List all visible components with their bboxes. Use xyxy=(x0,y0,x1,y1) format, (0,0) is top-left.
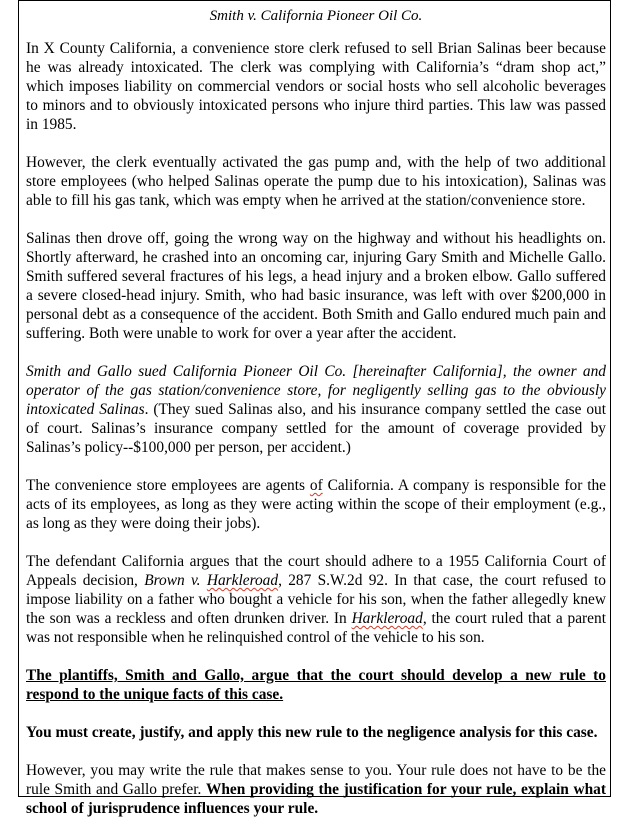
spellcheck-word-of: of xyxy=(309,477,323,494)
paragraph-plaintiffs-argument: The plantiffs, Smith and Gallo, argue that the court should develop a new rule to respond to the unique facts of this case. xyxy=(26,667,606,703)
case-name-harkleroad-2: Harkleroad xyxy=(351,610,423,627)
defendant-text-a: The defendant California argues that the court should adhere to a 1955 California Court of Appeals decision, xyxy=(26,553,606,589)
guidance-bold-text: When providing the justification for your rule, explain what school of jurisprudence influences your rule. xyxy=(26,781,606,817)
guidance-text: However, you may write the rule that makes sense to you. Your rule does not have to be the rule Smith and Gallo prefer. xyxy=(26,762,606,798)
case-name-brown: Brown v. xyxy=(144,572,207,589)
paragraph-instruction: You must create, justify, and apply this new rule to the negligence analysis for this case. xyxy=(26,724,598,741)
lawsuit-italic-text: Smith and Gallo sued California Pioneer Oil Co. [hereinafter California], the owner and operator of the gas station/convenience store, for negligently selling gas to the obviously intoxicated Salinas xyxy=(26,363,606,418)
defendant-text-b: , 287 S.W.2d 92. In that case, the court refused to impose liability on a father who bought a vehicle for his son, when the father allegedly knew the son was a reckless and often drunken driver. In xyxy=(26,572,607,627)
paragraph-defendant-argument xyxy=(26,552,606,647)
document-page xyxy=(18,0,611,817)
document-title: Smith v. California Pioneer Oil Co. xyxy=(209,8,423,24)
paragraph-facts-intro: In X County California, a convenience store clerk refused to sell Brian Salinas beer because he was already intoxicated. The clerk was complying with California’s “dram shop act,” which imposes liability on commercial vendors or social hosts who sell alcoholic beverages to minors and to obviously intoxicated persons who injure third parties. This law was passed in 1985. xyxy=(26,40,606,133)
paragraph-accident: Salinas then drove off, going the wrong way on the highway and without his headlights on. Shortly afterward, he crashed into an oncoming car, injuring Gary Smith and Michelle Gallo. Smith suffered several fractures of his legs, a head injury and a broken elbow. Gallo suffered a severe closed-head injury. Smith, who had basic insurance, was left with over $200,000 in personal debt as a consequence of the accident. Both Smith and Gallo endured much pain and suffering. Both were unable to work for over a year after the accident. xyxy=(26,230,606,342)
paragraph-rule-guidance xyxy=(26,761,606,818)
paragraph-lawsuit xyxy=(26,362,606,457)
agency-text-a: The convenience store employees are agents xyxy=(26,477,310,494)
case-name-harkleroad: Harkleroad xyxy=(206,572,279,589)
paragraph-agency xyxy=(26,476,606,533)
agency-text-b: California. A company is responsible for the acts of its employees, as long as they were acting within the scope of their employment (e.g., as long as they were doing their jobs). xyxy=(26,477,606,532)
paragraph-gas-pump: However, the clerk eventually activated the gas pump and, with the help of two additional store employees (who helped Salinas operate the pump due to his intoxication), Salinas was able to fill his gas tank, which was empty when he arrived at the station/convenience store. xyxy=(26,154,606,209)
defendant-text-c: , the court ruled that a parent was not responsible when he relinquished control of the vehicle to his son. xyxy=(26,610,606,646)
lawsuit-rest-text: . (They sued Salinas also, and his insurance company settled the case out of court. Salinas’s insurance company settled for the amount of coverage provided by Salinas’s policy--$100,000 per person, per accident.) xyxy=(26,401,606,456)
